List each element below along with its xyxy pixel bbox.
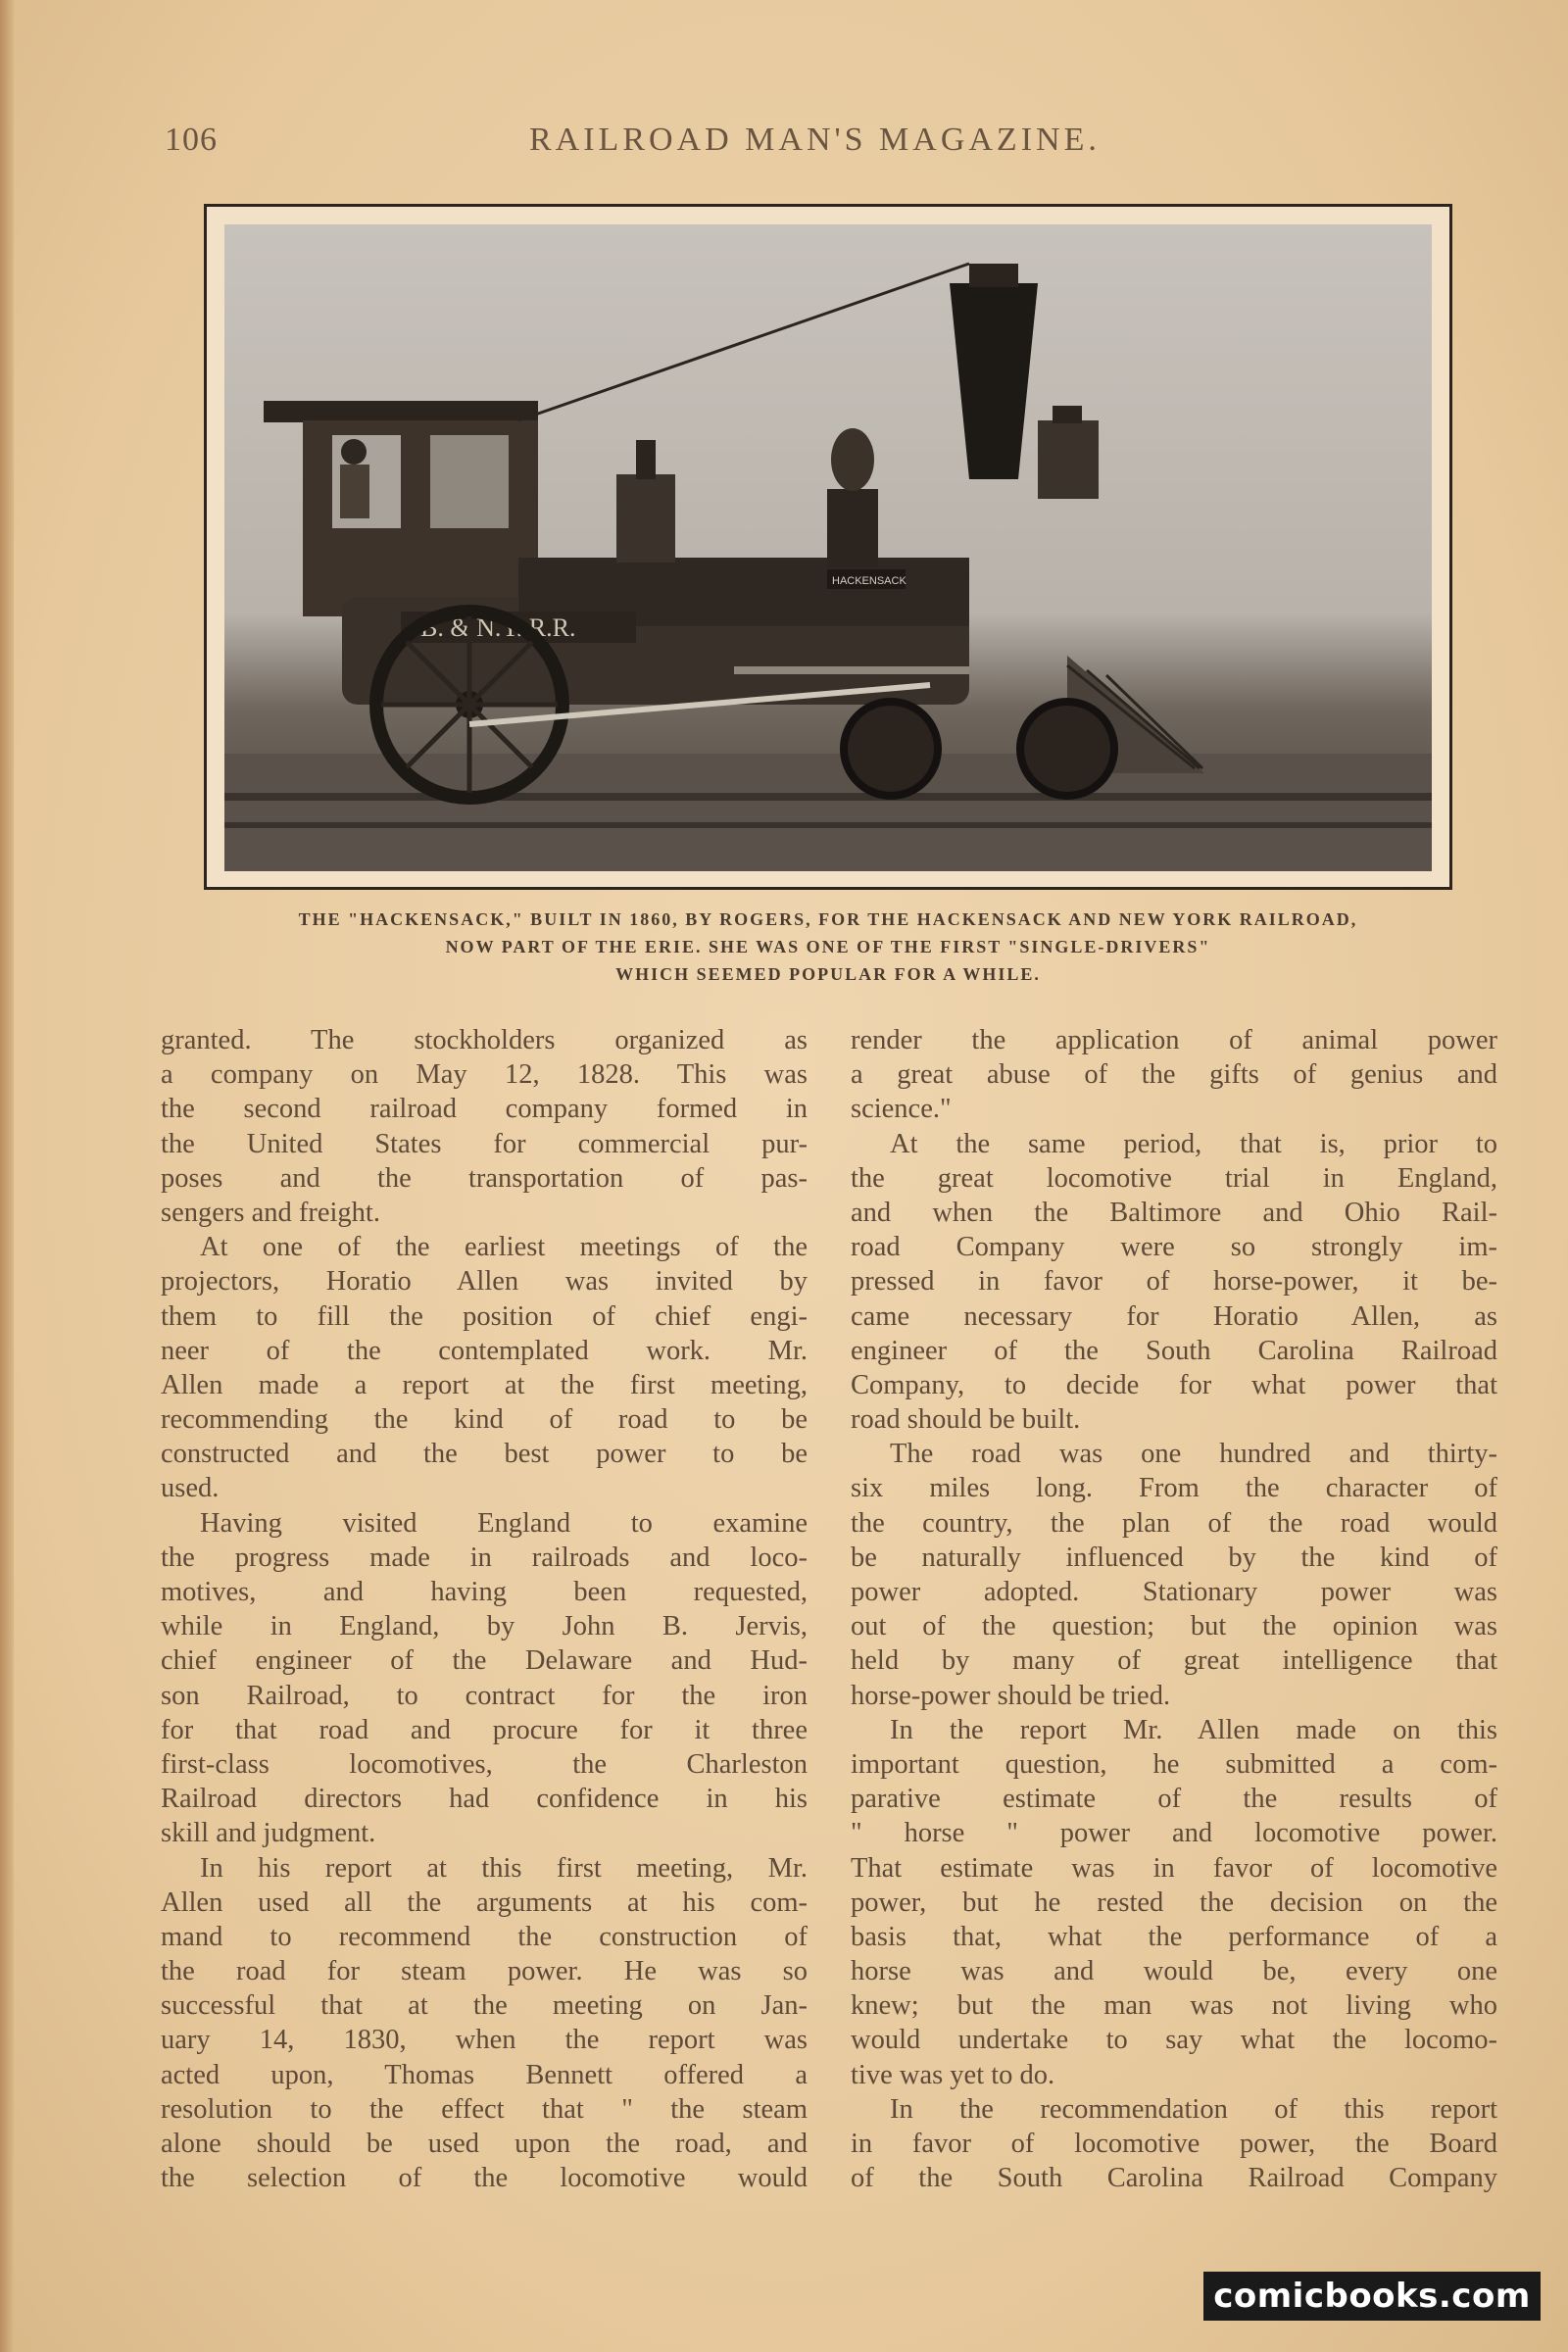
text-line: projectors, Horatio Allen was invited by [161, 1266, 808, 1298]
text-line: the progress made in railroads and loco- [161, 1542, 808, 1573]
text-line: came necessary for Horatio Allen, as [851, 1300, 1497, 1332]
text-line: Railroad directors had confidence in his [161, 1784, 808, 1815]
locomotive-photo [224, 224, 1432, 871]
text-line: recommending the kind of road to be [161, 1404, 808, 1436]
text-line: alone should be used upon the road, and [161, 2129, 808, 2159]
text-line: knew; but the man was not living who [851, 1990, 1497, 2022]
caption-line: NOW PART OF THE ERIE. SHE WAS ONE OF THE FIRST "SINGLE-DRIVERS" [445, 937, 1211, 956]
text-line: tive was yet to do. [851, 2059, 1055, 2090]
text-line: pressed in favor of horse-power, it be- [851, 1266, 1497, 1298]
text-line: held by many of great intelligence that [851, 1645, 1497, 1677]
text-line: son Railroad, to contract for the iron [161, 1680, 808, 1711]
text-line: horse was and would be, every one [851, 1956, 1497, 1987]
text-line: In the report Mr. Allen made on this [890, 1714, 1497, 1745]
text-line: would undertake to say what the locomo- [851, 2025, 1497, 2056]
text-line: first-class locomotives, the Charleston [161, 1748, 808, 1780]
text-line: a great abuse of the gifts of genius and [851, 1059, 1497, 1091]
text-line: constructed and the best power to be [161, 1439, 808, 1470]
text-line: parative estimate of the results of [851, 1784, 1497, 1815]
watermark-link[interactable]: comicbooks.com [1203, 2272, 1541, 2321]
text-line: power adopted. Stationary power was [851, 1577, 1497, 1607]
text-line: At one of the earliest meetings of the [200, 1232, 808, 1263]
caption-line: WHICH SEEMED POPULAR FOR A WHILE. [615, 964, 1041, 984]
text-line: skill and judgment. [161, 1818, 376, 1849]
text-line: sengers and freight. [161, 1197, 380, 1228]
text-line: Allen used all the arguments at his com- [161, 1886, 808, 1918]
text-line: be naturally influenced by the kind of [851, 1542, 1497, 1573]
text-line: out of the question; but the opinion was [851, 1611, 1497, 1642]
text-line: That estimate was in favor of locomotive [851, 1852, 1497, 1884]
locomotive-photo-frame [204, 204, 1452, 890]
text-line: used. [161, 1473, 220, 1504]
text-line: mand to recommend the construction of [161, 1921, 808, 1952]
text-line: the great locomotive trial in England, [851, 1162, 1497, 1194]
text-line: successful that at the meeting on Jan- [161, 1990, 808, 2022]
text-line: chief engineer of the Delaware and Hud- [161, 1645, 808, 1677]
text-line: uary 14, 1830, when the report was [161, 2025, 808, 2056]
page-number: 106 [165, 122, 218, 158]
text-line: road Company were so strongly im- [851, 1232, 1497, 1263]
text-line: the selection of the locomotive would [161, 2163, 808, 2194]
text-line: basis that, what the performance of a [851, 1921, 1497, 1952]
text-line: In the recommendation of this report [890, 2093, 1497, 2125]
text-line: render the application of animal power [851, 1025, 1497, 1055]
tender-lettering: B. & N.Y. R.R. [420, 613, 576, 642]
text-line: for that road and procure for it three [161, 1714, 808, 1745]
text-line: them to fill the position of chief engi- [161, 1300, 808, 1332]
text-line: poses and the transportation of pas- [161, 1162, 808, 1194]
text-line: the country, the plan of the road would [851, 1507, 1497, 1539]
page-edge [0, 0, 14, 2352]
text-line: a company on May 12, 1828. This was [161, 1059, 808, 1091]
text-line: and when the Baltimore and Ohio Rail- [851, 1197, 1497, 1228]
text-line: while in England, by John B. Jervis, [161, 1611, 808, 1642]
text-line: science." [851, 1094, 952, 1125]
text-line: road should be built. [851, 1404, 1081, 1436]
text-line: of the South Carolina Railroad Company [851, 2163, 1497, 2194]
running-head: RAILROAD MAN'S MAGAZINE. [529, 122, 1101, 158]
text-line: At the same period, that is, prior to [890, 1128, 1497, 1159]
text-line: The road was one hundred and thirty- [890, 1439, 1497, 1470]
right-column [851, 1023, 1497, 2195]
caption-line: THE "HACKENSACK," BUILT IN 1860, BY ROGERS, FOR THE HACKENSACK AND NEW YORK RAILROAD, [298, 909, 1358, 929]
text-line: neer of the contemplated work. Mr. [161, 1335, 808, 1366]
text-line: the United States for commercial pur- [161, 1128, 808, 1159]
locomotive-illustration [224, 224, 1432, 871]
text-line: the road for steam power. He was so [161, 1956, 808, 1987]
text-line: important question, he submitted a com- [851, 1748, 1497, 1780]
text-line: resolution to the effect that " the steam [161, 2093, 808, 2125]
text-line: the second railroad company formed in [161, 1094, 808, 1125]
text-line: Having visited England to examine [200, 1507, 808, 1539]
text-line: Allen made a report at the first meeting, [161, 1369, 808, 1400]
text-line: " horse " power and locomotive power. [851, 1818, 1497, 1849]
text-line: six miles long. From the character of [851, 1473, 1497, 1504]
text-line: in favor of locomotive power, the Board [851, 2129, 1497, 2159]
text-line: engineer of the South Carolina Railroad [851, 1335, 1497, 1366]
text-line: granted. The stockholders organized as [161, 1025, 808, 1055]
text-line: motives, and having been requested, [161, 1577, 808, 1607]
nameplate: HACKENSACK [832, 575, 906, 587]
text-line: horse-power should be tried. [851, 1680, 1171, 1711]
left-column [161, 1023, 808, 2195]
text-line: In his report at this first meeting, Mr. [200, 1852, 808, 1884]
figure-caption [157, 906, 1499, 988]
text-line: acted upon, Thomas Bennett offered a [161, 2059, 808, 2090]
text-line: power, but he rested the decision on the [851, 1886, 1497, 1918]
text-line: Company, to decide for what power that [851, 1369, 1497, 1400]
